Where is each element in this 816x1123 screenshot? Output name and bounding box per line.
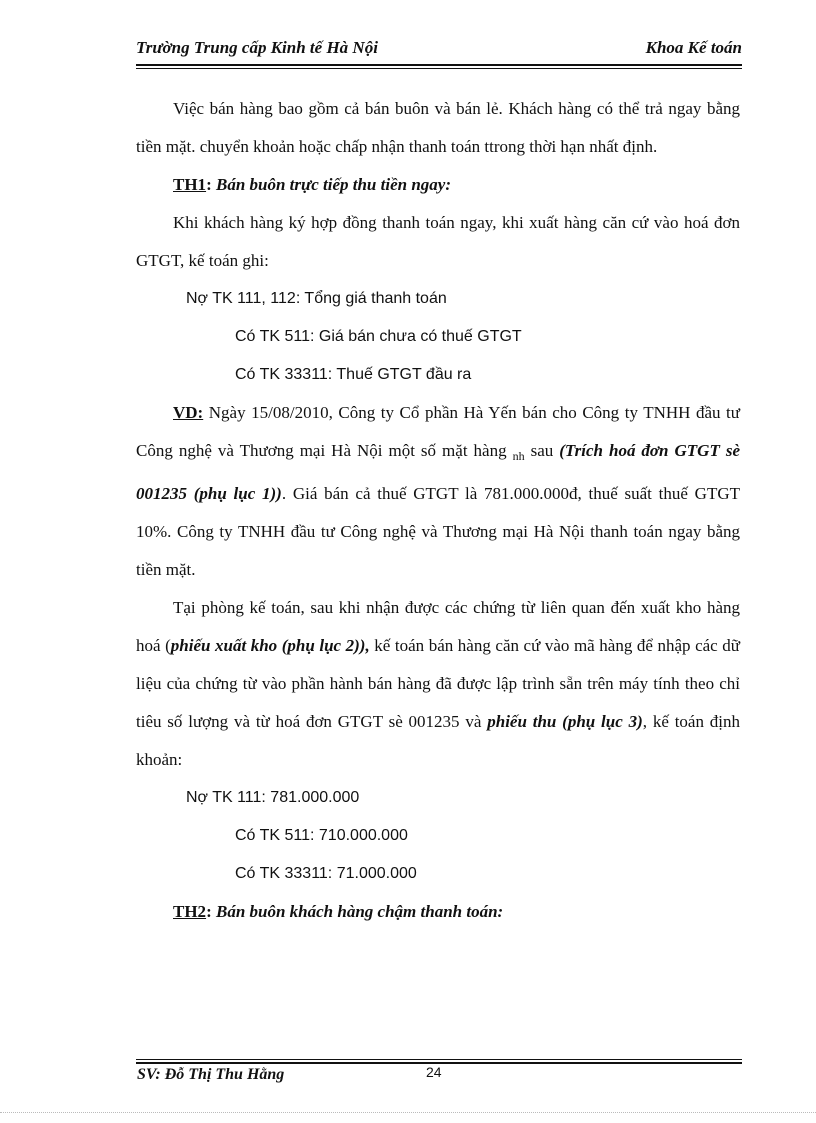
- th1-title: Bán buôn trực tiếp thu tiền ngay:: [215, 175, 451, 194]
- warehouse-slip-ref: phiếu xuất kho (phụ lục 2)),: [170, 636, 370, 655]
- footer-rule: [136, 1059, 742, 1060]
- th1-colon: :: [206, 175, 212, 194]
- accounting-text-1: Tại phòng kế toán, sau khi nhận được các chứng từ liên quan đến xuất kho hàng hoá (: [136, 598, 740, 655]
- page-number: 24: [426, 1064, 442, 1080]
- example-paragraph: [136, 394, 740, 589]
- entry-debit-2: Nợ TK 111: 781.000.000: [186, 789, 360, 806]
- accounting-paragraph: [136, 589, 740, 779]
- entry-credit-2b: Có TK 33311: 71.000.000: [235, 865, 417, 882]
- footer-student: SV: Đỗ Thị Thu Hằng: [137, 1066, 285, 1083]
- example-label: VD:: [173, 403, 204, 422]
- example-text-3: . Giá bán cả thuế GTGT là 781.000.000đ, thuế suất thuế GTGT 10%. Công ty TNHH đầu tư Công nghệ và Thương mại Hà Nội thanh toán ngay bằng tiền mặt.: [136, 484, 740, 579]
- header-rule-thin: [136, 68, 742, 69]
- document-body: [136, 90, 740, 931]
- accounting-text-2: kế toán bán hàng căn cứ vào mã hàng để nhập các dữ liệu của chứng từ vào phần hành bán hàng đã được lập trình sẵn trên máy tính theo chỉ tiêu số lượng và từ hoá đơn GTGT sè 001235 và: [136, 636, 740, 731]
- example-small-text: nh: [512, 449, 525, 463]
- th2-title: Bán buôn khách hàng chậm thanh toán:: [215, 902, 504, 921]
- entry-debit-1: Nợ TK 111, 112: Tổng giá thanh toán: [186, 290, 447, 307]
- entry-credit-1a: Có TK 511: Giá bán chưa có thuế GTGT: [235, 328, 522, 345]
- accounting-text-3: , kế toán định khoản:: [136, 712, 740, 769]
- entry-credit-2a: Có TK 511: 710.000.000: [235, 827, 408, 844]
- th1-label: TH1: [173, 175, 207, 194]
- th1-paragraph: Khi khách hàng ký hợp đồng thanh toán ngay, khi xuất hàng căn cứ vào hoá đơn GTGT, kế toán ghi:: [136, 213, 740, 270]
- example-text-2: sau: [524, 441, 560, 460]
- header-school: Trường Trung cấp Kinh tế Hà Nội: [136, 38, 378, 57]
- th1-heading: [136, 166, 740, 204]
- page-edge-dotted-line: [0, 1112, 816, 1113]
- th2-heading: [136, 893, 740, 931]
- entry-credit-1b: Có TK 33311: Thuế GTGT đầu ra: [235, 366, 472, 383]
- example-invoice-ref: (Trích hoá đơn GTGT sè 001235 (phụ lục 1)): [136, 441, 740, 503]
- th2-label: TH2: [173, 902, 207, 921]
- example-text-1: Ngày 15/08/2010, Công ty Cổ phần Hà Yến bán cho Công ty TNHH đầu tư Công nghệ và Thương mại Hà Nội một số mặt hàng: [136, 403, 740, 460]
- header-department: Khoa Kế toán: [645, 38, 742, 57]
- header-rule: [136, 64, 742, 66]
- receipt-ref: phiếu thu (phụ lục 3): [487, 712, 643, 731]
- th2-colon: :: [206, 902, 212, 921]
- intro-paragraph: Việc bán hàng bao gồm cả bán buôn và bán lẻ. Khách hàng có thể trả ngay bằng tiền mặt. chuyển khoản hoặc chấp nhận thanh toán ttrong thời hạn nhất định.: [136, 99, 740, 156]
